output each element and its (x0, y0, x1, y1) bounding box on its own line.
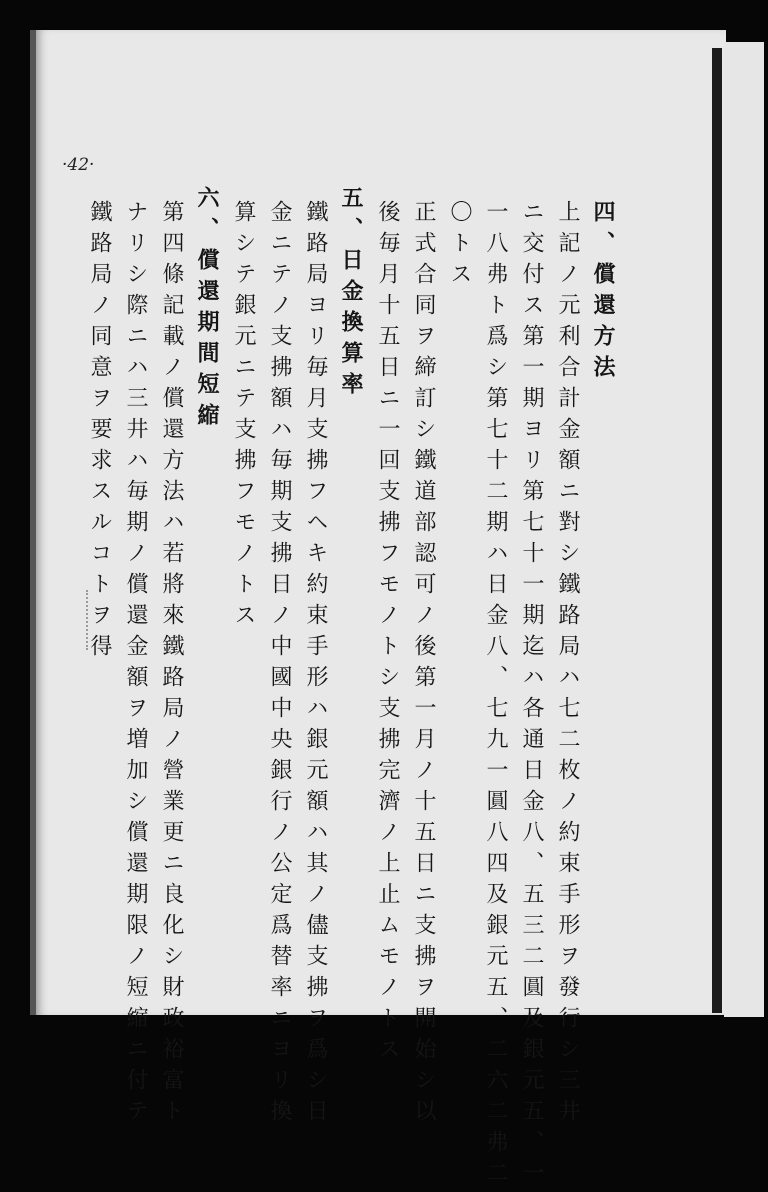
text-column: ナリシ際ニハ三井ハ毎期ノ償還金額ヲ増加シ償還期限ノ短縮ニ付テ (123, 200, 148, 1130)
section-heading-4: 四、償還方法 (590, 200, 616, 386)
text-column: 〇トス (447, 200, 472, 293)
scan-noise (86, 590, 92, 650)
text-column: 第四條記載ノ償還方法ハ若將來鐵路局ノ營業更ニ良化シ財政裕富ト (159, 200, 184, 1130)
section-heading-5: 五、日金換算率 (338, 186, 364, 403)
text-column: 一八弗ト爲シ第七十二期ハ日金八、七九一圓八四及銀元五、二六二弗二 (483, 200, 508, 1192)
text-column: 鐵路局ヨリ毎月支拂フヘキ約束手形ハ銀元額ハ其ノ儘支拂ヲ爲シ日 (303, 200, 328, 1130)
text-column: 正式合同ヲ締訂シ鐵道部認可ノ後第一月ノ十五日ニ支拂ヲ開始シ以 (411, 200, 436, 1130)
page-number: ·42· (62, 155, 95, 175)
text-column: 金ニテノ支拂額ハ毎期支拂日ノ中國中央銀行ノ公定爲替率ニヨリ換 (267, 200, 292, 1130)
text-column: 算シテ銀元ニテ支拂フモノトス (231, 200, 256, 634)
text-column: 鐵路局ノ同意ヲ要求スルコトヲ得 (87, 200, 112, 665)
text-column: ニ交付ス第一期ヨリ第七十一期迄ハ各通日金八、五三二圓及銀元五、一 (519, 200, 544, 1192)
section-heading-6: 六、償還期間短縮 (194, 186, 220, 434)
text-column: 後毎月十五日ニ一回支拂フモノトシ支拂完濟ノ上止ムモノトス (375, 200, 400, 1068)
text-column: 上記ノ元利合計金額ニ對シ鐵路局ハ七二枚ノ約束手形ヲ發行シ三井 (555, 200, 580, 1130)
facing-page-edge (724, 42, 764, 1017)
book-gutter (712, 48, 722, 1013)
